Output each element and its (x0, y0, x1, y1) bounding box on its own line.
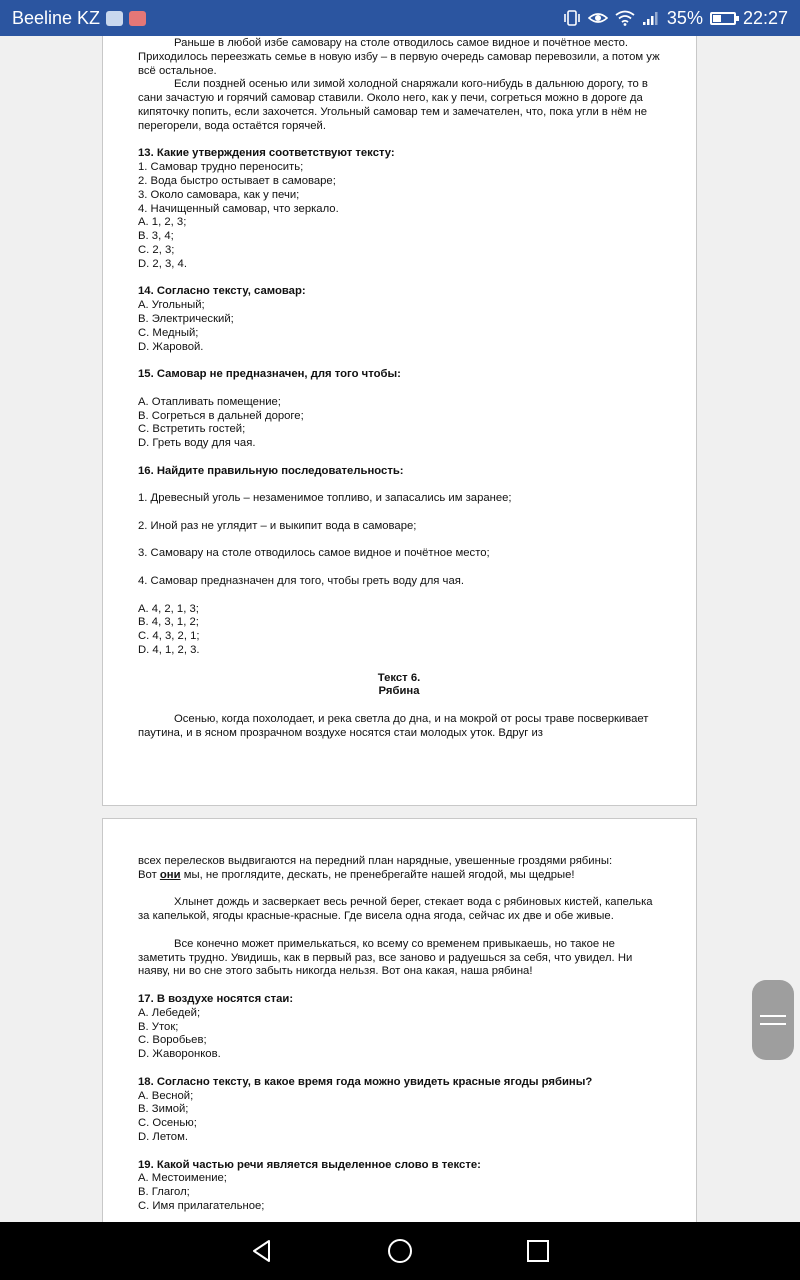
page-content-rest (138, 883, 660, 1214)
question-heading: 18. Согласно тексту, в какое время года можно увидеть красные ягоды рябины? (138, 1075, 593, 1088)
blank-line (138, 589, 660, 603)
paragraph-line (138, 869, 660, 883)
blank-line (138, 924, 660, 938)
paragraph-line: всех перелесков выдвигаются на передний план нарядные, увешенные гроздями рябины: (138, 855, 613, 867)
battery-fill (713, 15, 721, 22)
page-content (138, 855, 660, 1214)
carrier-name: Beeline KZ (12, 7, 101, 28)
back-icon (249, 1238, 275, 1264)
paragraph-line: C. Имя прилагательное; (138, 1199, 265, 1212)
grip-line (760, 1015, 786, 1017)
status-bar-left (12, 8, 146, 29)
question-heading: 14. Согласно тексту, самовар: (138, 285, 306, 298)
blank-line (138, 534, 660, 548)
battery-icon (710, 12, 736, 25)
paragraph-line: B. Уток; (138, 1020, 179, 1033)
vibrate-icon (563, 9, 581, 27)
page-content (138, 37, 660, 741)
paragraph-line: 1. Древесный уголь – незаменимое топливо, и запасались им заранее; (138, 492, 512, 505)
blank-line (138, 506, 660, 520)
blank-line (138, 382, 660, 396)
blank-line (138, 658, 660, 672)
highlighted-word: они (159, 868, 181, 881)
home-icon (386, 1237, 414, 1265)
paragraph-line: A. Отапливать помещение; (138, 395, 281, 408)
paragraph-line: Осенью, когда похолодает, и река светла до дна, и на мокрой от росы траве посверкивает паутина, и в ясном прозрачном воздухе носятся стаи молодых уток. Вдруг из (138, 713, 649, 739)
blank-line (138, 134, 660, 148)
paragraph-line: A. Лебедей; (138, 1006, 201, 1019)
signal-icon (642, 10, 660, 26)
paragraph-line: B. Глагол; (138, 1186, 190, 1199)
text-run: Вот (138, 868, 160, 881)
blank-line (138, 354, 660, 368)
fast-scroll-handle[interactable] (752, 980, 794, 1060)
paragraph-line: Хлынет дождь и засверкает весь речной берег, стекает вода с рябиновых кистей, капелька за капелькой, ягоды красные-красные. Где висела одна ягода, сейчас их две и обе живые. (138, 896, 653, 923)
paragraph-line: A. Местоимение; (138, 1172, 227, 1185)
paragraph-line: 2. Вода быстро остывает в самоваре; (138, 174, 336, 187)
blank-line (138, 561, 660, 575)
paragraph-line: A. 1, 2, 3; (138, 216, 187, 229)
question-heading: 19. Какой частью речи является выделенное слово в тексте: (138, 1158, 481, 1171)
paragraph-line: 4. Начищенный самовар, что зеркало. (138, 202, 339, 215)
paragraph-line: 4. Самовар предназначен для того, чтобы греть воду для чая. (138, 575, 464, 588)
paragraph-line: B. Согреться в дальней дороге; (138, 409, 304, 422)
paragraph-line: A. Весной; (138, 1089, 194, 1102)
document-page (102, 36, 697, 806)
eye-comfort-icon (588, 10, 608, 26)
document-viewer[interactable] (0, 36, 800, 1222)
home-button[interactable] (331, 1222, 469, 1280)
question-heading: 15. Самовар не предназначен, для того чтобы: (138, 368, 401, 381)
paragraph-line: 1. Самовар трудно переносить; (138, 161, 304, 174)
text-heading: Текст 6. (377, 671, 421, 684)
paragraph-line: 3. Самовару на столе отводилось самое видное и почётное место; (138, 547, 490, 560)
blank-line (138, 272, 660, 286)
paragraph-line: A. 4, 2, 1, 3; (138, 602, 199, 615)
navigation-bar (0, 1222, 800, 1280)
paragraph-line: D. Греть воду для чая. (138, 437, 256, 450)
blank-line (138, 451, 660, 465)
back-button[interactable] (193, 1222, 331, 1280)
question-heading: 16. Найдите правильную последовательность: (138, 464, 404, 477)
paragraph-line: 3. Около самовара, как у печи; (138, 188, 300, 201)
paragraph-line: D. Жаровой. (138, 340, 204, 353)
question-heading: 13. Какие утверждения соответствуют тексту: (138, 147, 395, 160)
paragraph-line: D. Летом. (138, 1130, 188, 1143)
app-notification-icon (106, 11, 123, 26)
blank-line (138, 479, 660, 493)
blank-line (138, 699, 660, 713)
document-page (102, 818, 697, 1222)
wifi-icon (615, 10, 635, 26)
paragraph-line: Все конечно может примелькаться, ко всему со временем привыкаешь, но такое не заметить трудно. Увидишь, как в первый раз, все заново и радуешься за себя, что увидел. Ни наяву, ни во сне этого забыть никогда нельзя. Вот она какая, наша рябина! (138, 937, 633, 978)
paragraph-line: C. 2, 3; (138, 243, 175, 256)
paragraph-line: B. 3, 4; (138, 230, 174, 243)
paragraph-line: C. Встретить гостей; (138, 423, 246, 436)
paragraph-line: C. Медный; (138, 326, 199, 339)
paragraph-line: C. Воробьев; (138, 1034, 207, 1047)
blank-line (138, 1062, 660, 1076)
blank-line (138, 979, 660, 993)
paragraph-line: C. 4, 3, 2, 1; (138, 630, 200, 643)
question-heading: 17. В воздухе носятся стаи: (138, 992, 294, 1005)
recents-button[interactable] (469, 1222, 607, 1280)
paragraph-line: D. Жаворонков. (138, 1048, 221, 1061)
text-heading: Рябина (378, 685, 420, 698)
paragraph-line: 2. Иной раз не углядит – и выкипит вода в самоваре; (138, 519, 417, 532)
clock: 22:27 (742, 7, 788, 28)
recents-icon (525, 1238, 551, 1264)
status-bar-right (563, 8, 788, 29)
grip-line (760, 1023, 786, 1025)
paragraph-line: B. Электрический; (138, 312, 234, 325)
mail-notification-icon (129, 11, 146, 26)
paragraph-line: D. 2, 3, 4. (138, 257, 187, 270)
text-run: мы, не проглядите, дескать, не пренебрегайте нашей ягодой, мы щедрые! (180, 868, 575, 881)
blank-line (138, 1145, 660, 1159)
paragraph-line: Раньше в любой избе самовару на столе отводилось самое видное и почётное место. (174, 37, 629, 49)
paragraph-line: C. Осенью; (138, 1117, 197, 1130)
paragraph-line: B. Зимой; (138, 1103, 189, 1116)
blank-line (138, 883, 660, 897)
status-bar (0, 0, 800, 36)
paragraph-line: Приходилось переезжать семье в новую избу – в первую очередь самовар перевозили, а потом уж всё остальное. (138, 50, 660, 77)
paragraph-line: Если поздней осенью или зимой холодной снаряжали кого-нибудь в дальнюю дорогу, то в сани зачастую и горячий самовар ставили. Около него, как у печи, согреться можно в дороге да кипяточку попить, если захочется. Угольный самовар тем и замечателен, что, пока угли в нём не перегорели, вода остаётся горячей. (138, 78, 648, 132)
paragraph-line: A. Угольный; (138, 299, 205, 312)
paragraph-line: D. 4, 1, 2, 3. (138, 644, 200, 657)
battery-percent: 35% (666, 7, 703, 28)
paragraph-line: B. 4, 3, 1, 2; (138, 616, 199, 629)
